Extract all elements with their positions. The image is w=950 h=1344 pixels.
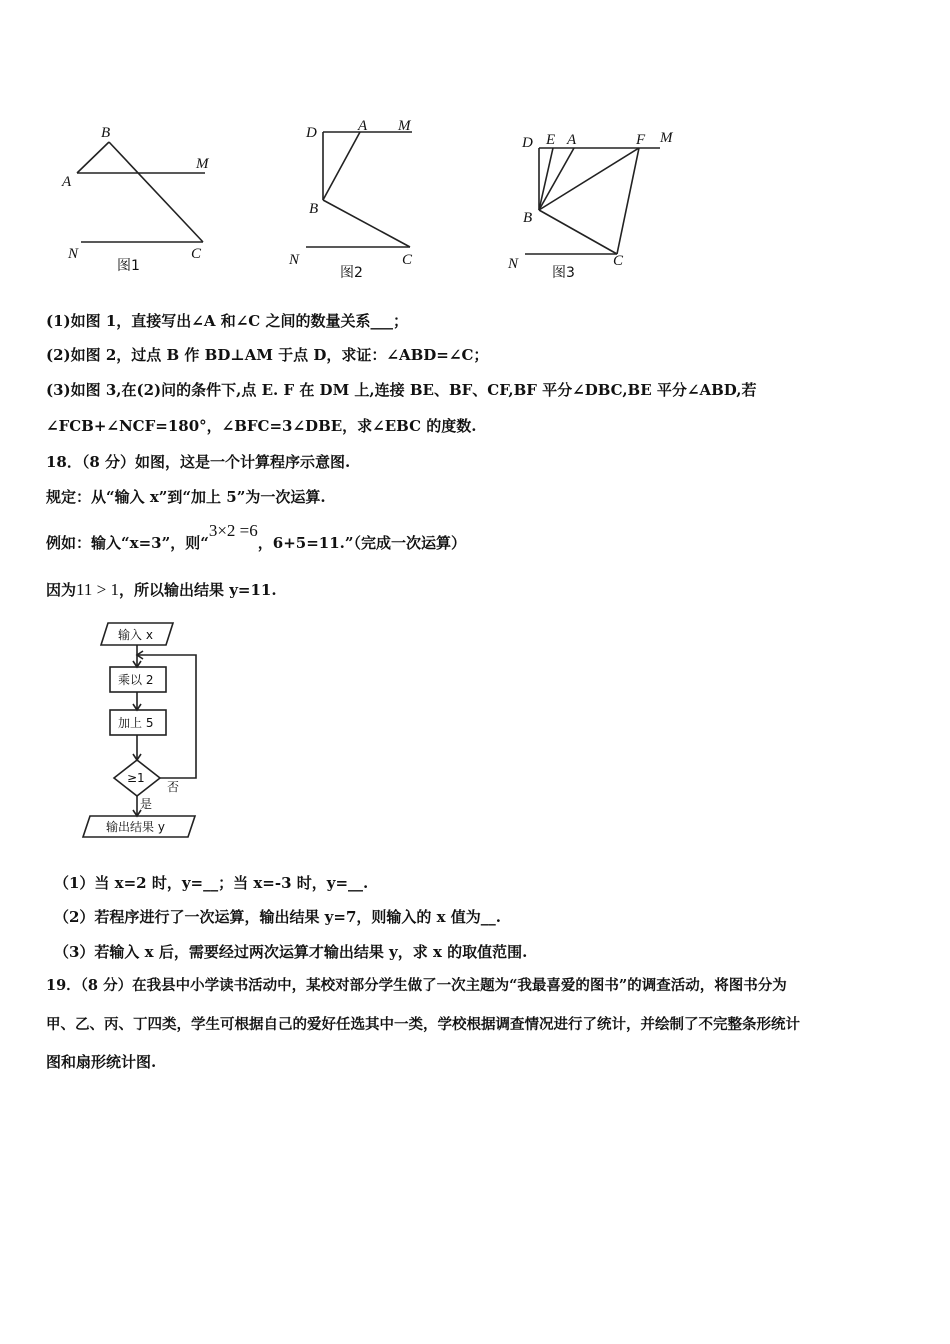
label-c: C	[191, 246, 202, 262]
segment-ba	[539, 148, 574, 210]
q18-sub-2: （2）若程序进行了一次运算，输出结果 y=7，则输入的 x 值为__.	[54, 908, 501, 926]
segment-be	[539, 148, 553, 210]
label-f: F	[636, 132, 646, 148]
q17-part-2: (2)如图 2，过点 B 作 BD⊥AM 于点 D，求证：∠ABD=∠C；	[46, 346, 489, 364]
flow-add-label: 加上 5	[118, 716, 154, 730]
q18-example-math: 3×2 =6	[208, 521, 258, 540]
flow-multiply-label: 乘以 2	[118, 673, 154, 687]
segment-fc	[617, 148, 639, 254]
q18-because-math: 11 > 1	[76, 580, 119, 599]
figure-2-caption: 图2	[340, 265, 363, 281]
segment-bc	[323, 200, 410, 247]
segment-ab	[77, 142, 109, 173]
label-m: M	[196, 156, 209, 172]
label-n: N	[68, 246, 79, 262]
segment-bf	[539, 148, 639, 210]
figure-3	[505, 124, 695, 284]
q17-part-3-line-1: (3)如图 3,在(2)问的条件下,点 E. F 在 DM 上,连接 BE、BF、CF,BF 平分∠DBC,BE 平分∠ABD,若	[46, 381, 757, 399]
flow-no-label: 否	[167, 780, 180, 794]
q18-because	[46, 580, 277, 600]
q17-part-1: (1)如图 1，直接写出∠A 和∠C 之间的数量关系___；	[46, 312, 408, 330]
flow-condition-label: ≥1	[127, 771, 145, 785]
label-b: B	[309, 201, 319, 217]
label-c: C	[613, 253, 624, 269]
q18-sub-1: （1）当 x=2 时，y=__；当 x=-3 时，y=__.	[54, 874, 369, 892]
segment-ab	[323, 132, 360, 200]
q18-rule: 规定：从“输入 x”到“加上 5”为一次运算.	[46, 488, 326, 506]
label-a: A	[358, 118, 368, 134]
q19-line-1: 19．（8 分）在我县中小学读书活动中，某校对部分学生做了一次主题为“我最喜爱的图书”的调查活动，将图书分为	[46, 977, 787, 994]
figure-2	[282, 112, 442, 282]
label-c: C	[402, 252, 413, 268]
flowchart	[72, 615, 212, 845]
label-a: A	[62, 174, 72, 190]
q17-part-3-line-2: ∠FCB+∠NCF=180°，∠BFC=3∠DBE，求∠EBC 的度数.	[46, 417, 477, 435]
flow-output-label: 输出结果 y	[106, 820, 165, 834]
figure-1	[55, 118, 225, 283]
label-n: N	[289, 252, 300, 268]
q18-example-post: ，6+5=11.”（完成一次运算）	[257, 534, 467, 552]
q18-because-pre: 因为	[46, 581, 77, 599]
flow-yes-label: 是	[140, 797, 153, 811]
q18-title: 18．（8 分）如图，这是一个计算程序示意图.	[46, 453, 351, 471]
label-b: B	[523, 210, 533, 226]
q18-because-post: ，所以输出结果 y=11.	[118, 581, 277, 599]
label-e: E	[546, 132, 556, 148]
label-m: M	[660, 130, 673, 146]
figure-3-caption: 图3	[552, 265, 575, 281]
label-a: A	[567, 132, 577, 148]
segment-bc	[539, 210, 617, 254]
label-b: B	[101, 125, 111, 141]
label-m: M	[398, 118, 411, 134]
flow-input-label: 输入 x	[118, 628, 153, 642]
label-d: D	[522, 135, 533, 151]
q19-line-2: 甲、乙、丙、丁四类，学生可根据自己的爱好任选其中一类，学校根据调查情况进行了统计，并绘制了不完整条形统计	[46, 1016, 800, 1033]
q18-example-pre: 例如：输入“x=3”，则“	[46, 534, 209, 552]
q19-line-3: 图和扇形统计图.	[46, 1053, 157, 1071]
q18-sub-3: （3）若输入 x 后，需要经过两次运算才输出结果 y，求 x 的取值范围.	[54, 943, 528, 961]
figure-1-caption: 图1	[117, 258, 140, 274]
label-n: N	[508, 256, 519, 272]
label-d: D	[306, 125, 317, 141]
segment-bc	[109, 142, 203, 242]
q18-example	[46, 521, 467, 553]
